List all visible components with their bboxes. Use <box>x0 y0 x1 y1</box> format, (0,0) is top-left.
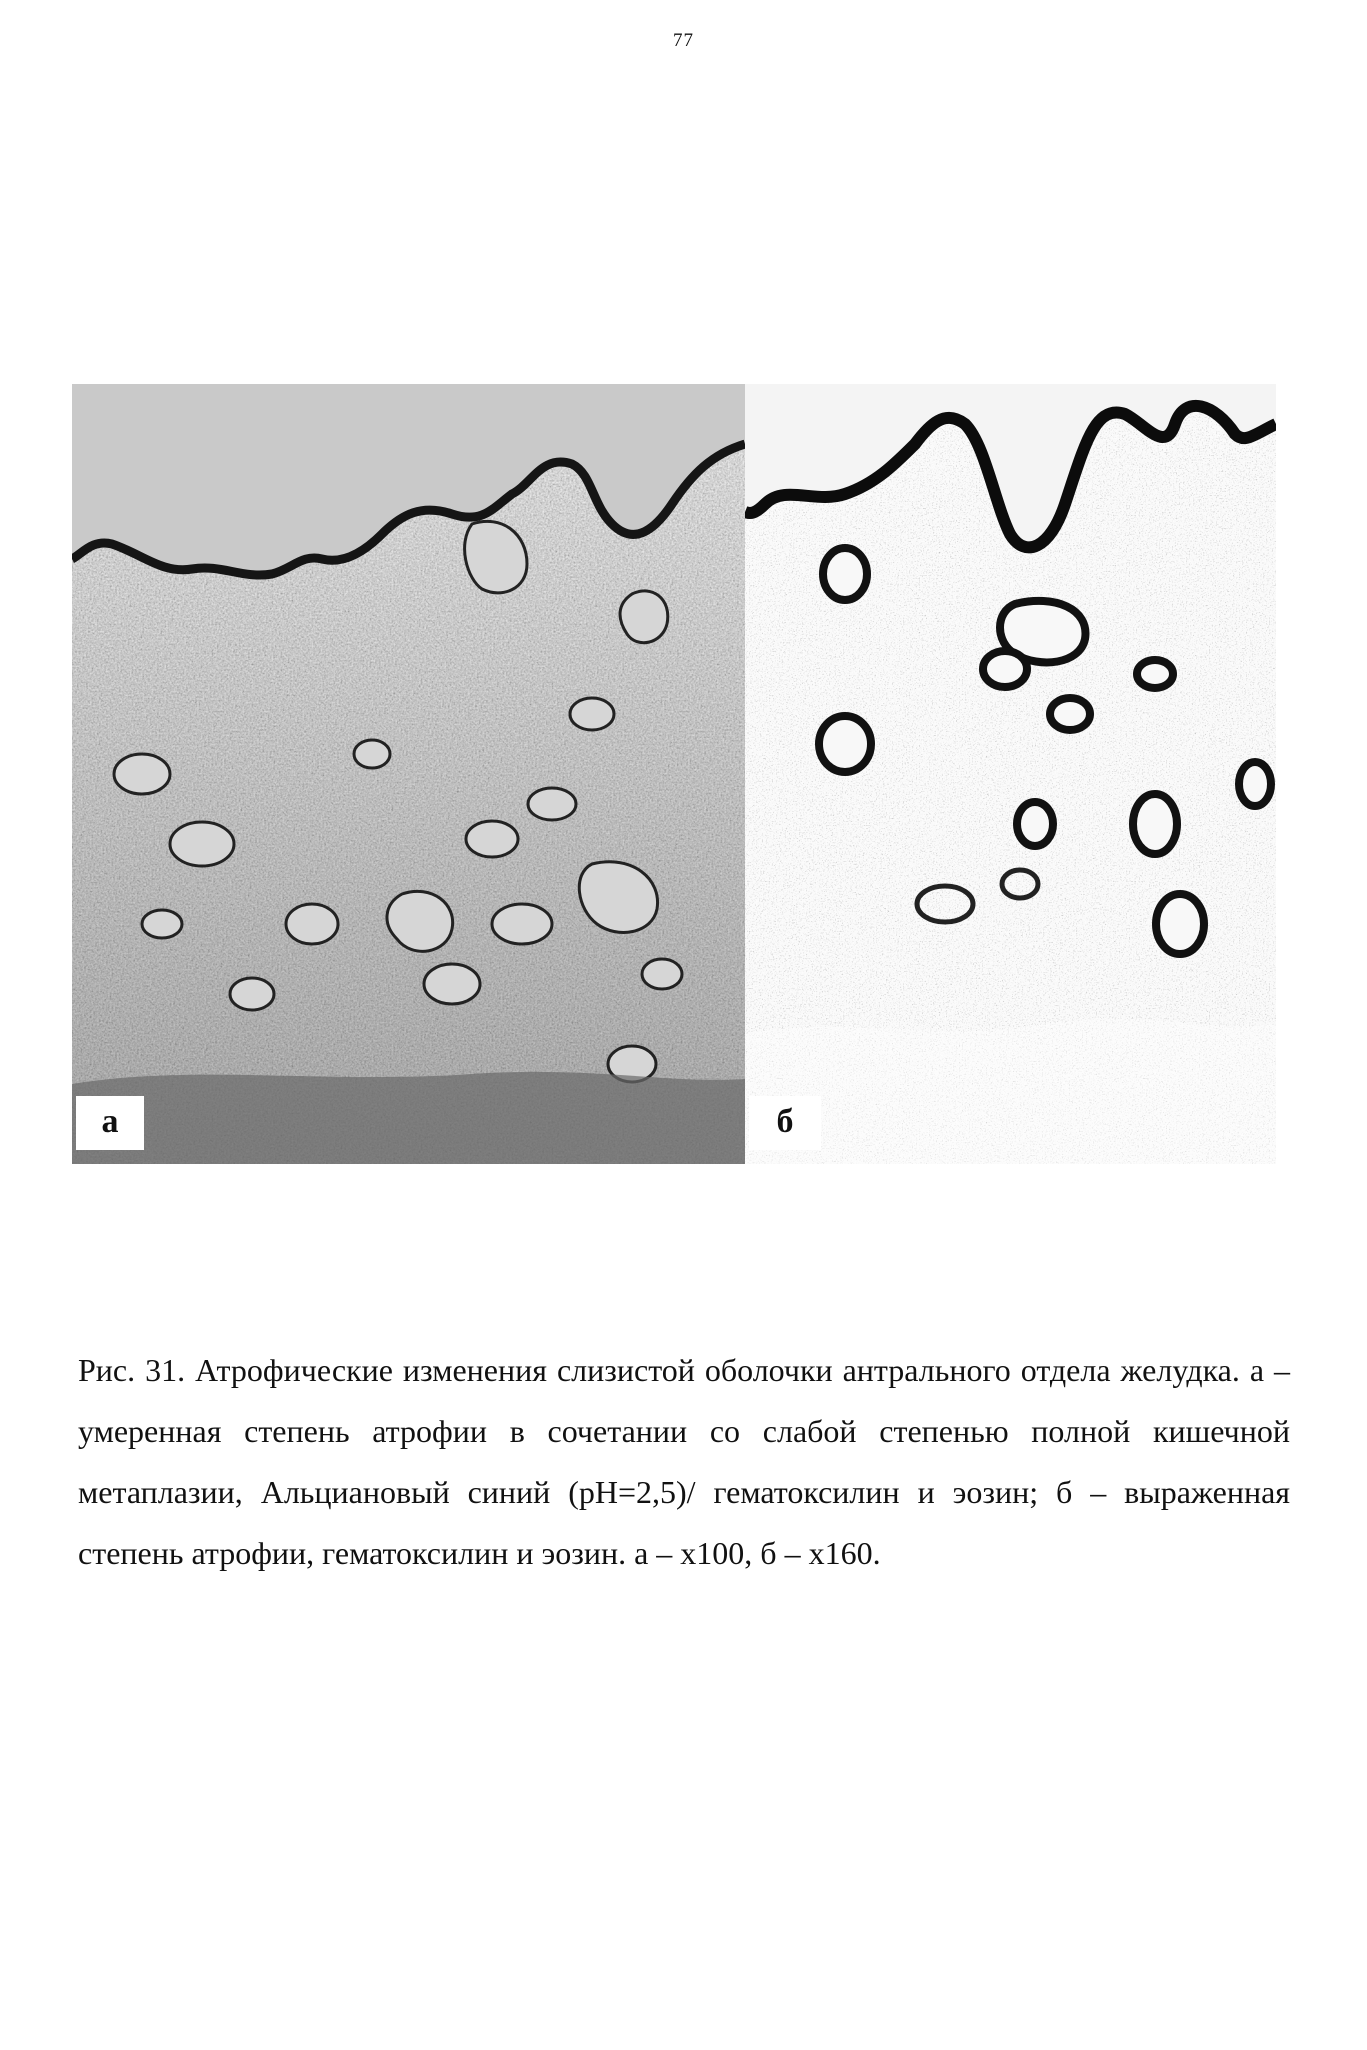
micrograph-image-b <box>745 384 1276 1164</box>
micrograph-image-a <box>72 384 745 1164</box>
panel-label-b: б <box>749 1096 821 1150</box>
panel-label-a: а <box>76 1096 144 1150</box>
page-number: 77 <box>673 30 694 51</box>
figure-caption: Рис. 31. Атрофические изменения слизистой оболочки антрального отдела желудка. а – умеренная степень атрофии в сочетании со слабой степенью полной кишечной метаплазии, Альциановый синий (pH=2,5)/ гематоксилин и эозин; б – выраженная степень атрофии, гематоксилин и эозин. а – х100, б – х160. <box>78 1352 1290 1571</box>
micrograph-panel-a <box>72 384 745 1164</box>
figure <box>72 384 1276 1164</box>
micrograph-panel-b <box>745 384 1276 1164</box>
